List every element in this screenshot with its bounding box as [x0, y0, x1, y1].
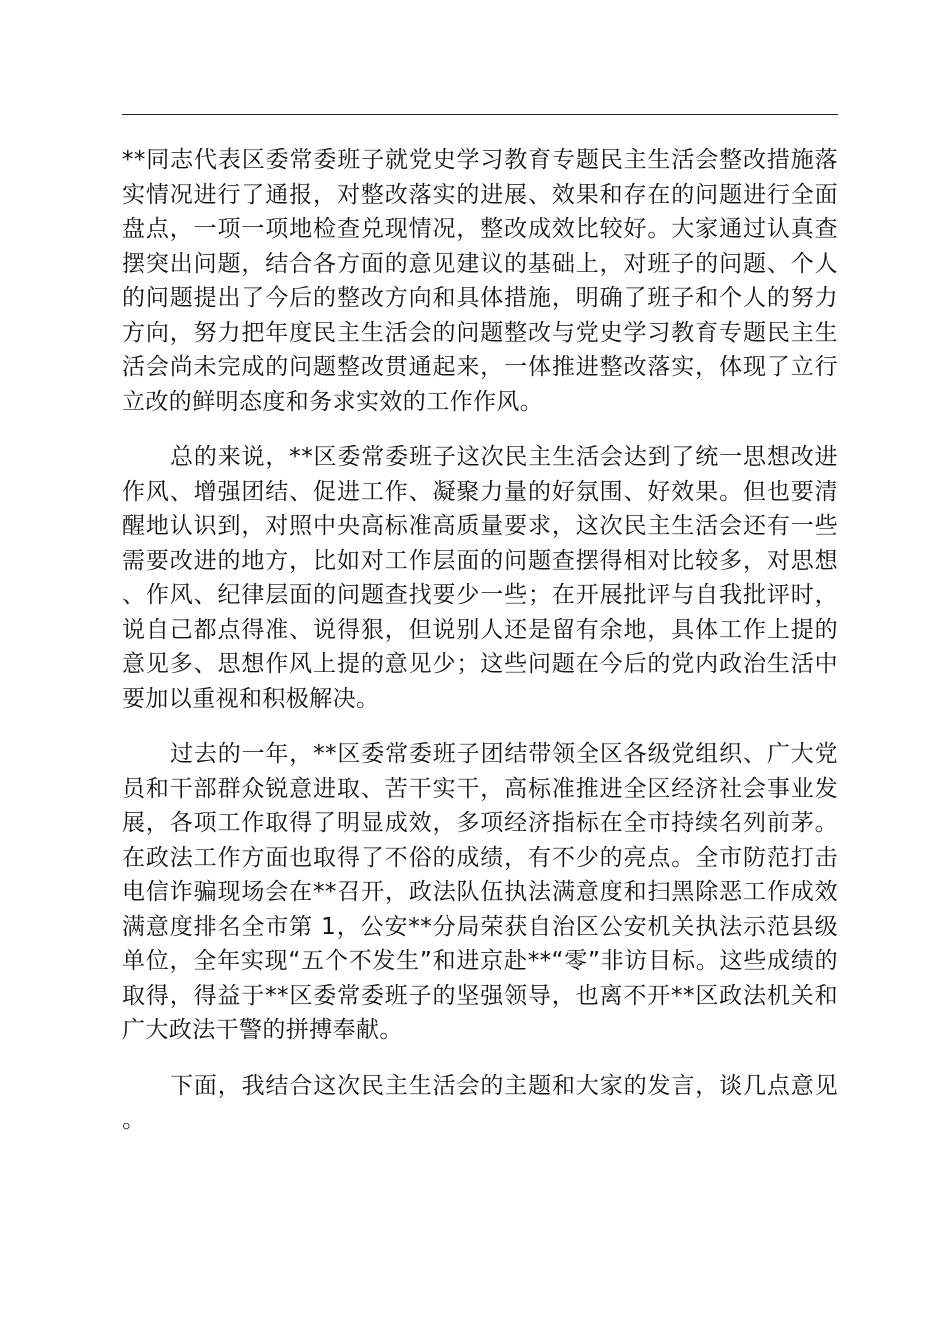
header-divider — [122, 114, 838, 115]
paragraph-4: 下面，我结合这次民主生活会的主题和大家的发言，谈几点意见。 — [122, 1072, 838, 1133]
paragraph-3: 过去的一年，**区委常委班子团结带领全区各级党组织、广大党员和干部群众锐意进取、苦干实干，高标准推进全区经济社会事业发展，各项工作取得了明显成效，多项经济指标在全市持续名列前茅。在政法工作方面也取得了不俗的成绩，有不少的亮点。全市防范打击电信诈骗现场会在**召开，政法队伍执法满意度和扫黑除恶工作成效满意度排名全市第 1，公安**分局荣获自治区公安机关执法示范县级单位，全年实现“五个不发生”和进京赴**“零”非访目标。这些成绩的取得，得益于**区委常委班子的坚强领导，也离不开**区政法机关和广大政法干警的拼搏奉献。 — [122, 741, 838, 1043]
paragraph-2: 总的来说，**区委常委班子这次民主生活会达到了统一思想改进作风、增强团结、促进工作、凝聚力量的好氛围、好效果。但也要清醒地认识到，对照中央高标准高质量要求，这次民主生活会还有一些需要改进的地方，比如对工作层面的问题查摆得相对比较多，对思想、作风、纪律层面的问题查找要少一些；在开展批评与自我批评时，说自己都点得准、说得狠，但说别人还是留有余地，具体工作上提的意见多、思想作风上提的意见少；这些问题在今后的党内政治生活中要加以重视和积极解决。 — [122, 444, 838, 712]
document-body — [122, 143, 838, 1159]
paragraph-1: **同志代表区委常委班子就党史学习教育专题民主生活会整改措施落实情况进行了通报，对整改落实的进展、效果和存在的问题进行全面盘点，一项一项地检查兑现情况，整改成效比较好。大家通过认真查摆突出问题，结合各方面的意见建议的基础上，对班子的问题、个人的问题提出了今后的整改方向和具体措施，明确了班子和个人的努力方向，努力把年度民主生活会的问题整改与党史学习教育专题民主生活会尚未完成的问题整改贯通起来，一体推进整改落实，体现了立行立改的鲜明态度和务求实效的工作作风。 — [122, 147, 838, 415]
